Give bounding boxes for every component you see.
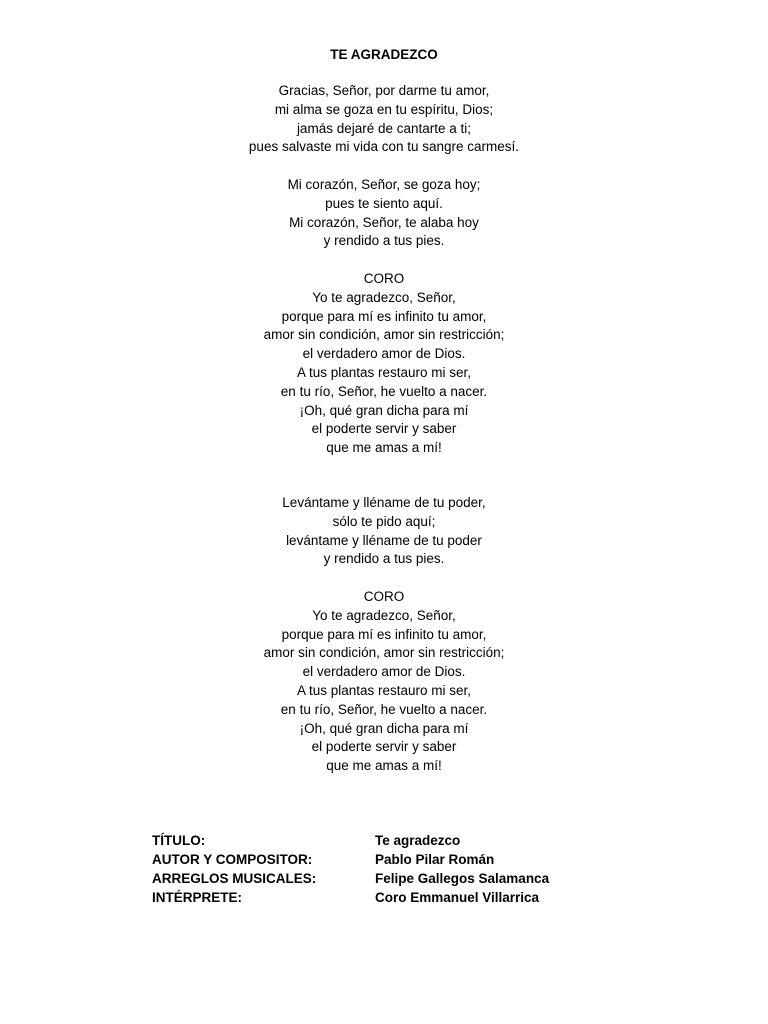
- song-title: TE AGRADEZCO: [330, 47, 438, 62]
- credits-table: [152, 831, 549, 907]
- lyric-line: mi alma se goza en tu espíritu, Dios;: [274, 101, 494, 117]
- chorus-heading: CORO: [363, 589, 405, 604]
- lyric-line: Mi corazón, Señor, te alaba hoy: [289, 214, 479, 230]
- lyric-line: que me amas a mí!: [326, 758, 442, 774]
- credit-label: INTÉRPRETE:: [152, 890, 243, 905]
- lyric-line: jamás dejaré de cantarte a ti;: [296, 120, 472, 136]
- lyric-line: Mi corazón, Señor, se goza hoy;: [287, 177, 481, 192]
- lyric-line: el verdadero amor de Dios.: [302, 346, 466, 362]
- stanza-2: [0, 176, 768, 251]
- lyric-line: amor sin condición, amor sin restricción;: [263, 327, 505, 343]
- lyric-line: porque para mí es infinito tu amor,: [281, 308, 487, 324]
- lyric-line: y rendido a tus pies.: [323, 551, 445, 567]
- chorus-2: [0, 588, 768, 776]
- lyric-line: el poderte servir y saber: [311, 739, 457, 755]
- credit-value: Te agradezco: [375, 833, 461, 848]
- lyric-line: Yo te agradezco, Señor,: [312, 289, 456, 305]
- credit-row-title: [152, 831, 549, 850]
- lyric-line: Gracias, Señor, por darme tu amor,: [278, 83, 490, 98]
- lyric-line: levántame y lléname de tu poder: [286, 532, 482, 548]
- lyric-line: Levántame y lléname de tu poder,: [282, 495, 486, 510]
- lyric-line: y rendido a tus pies.: [323, 233, 445, 249]
- lyric-line: pues te siento aquí.: [325, 195, 443, 211]
- credit-label: ARREGLOS MUSICALES:: [152, 871, 317, 886]
- lyric-line: A tus plantas restauro mi ser,: [296, 682, 472, 698]
- credit-row-author: [152, 850, 549, 869]
- lyric-line: sólo te pido aquí;: [332, 513, 436, 529]
- credit-value: Coro Emmanuel Villarrica: [375, 890, 540, 905]
- lyric-line: el verdadero amor de Dios.: [302, 664, 466, 680]
- lyric-line: el poderte servir y saber: [311, 421, 457, 437]
- stanza-1: [0, 82, 768, 157]
- lyric-line: ¡Oh, qué gran dicha para mí: [299, 720, 469, 736]
- lyric-line: amor sin condición, amor sin restricción;: [263, 645, 505, 661]
- chorus-1: [0, 270, 768, 458]
- stanza-3: [0, 494, 768, 569]
- credit-row-arrangements: [152, 869, 549, 888]
- lyric-line: pues salvaste mi vida con tu sangre carmesí.: [248, 139, 520, 155]
- credit-value: Pablo Pilar Román: [375, 852, 495, 867]
- credit-label: TÍTULO:: [152, 833, 206, 848]
- credit-value: Felipe Gallegos Salamanca: [375, 871, 550, 886]
- lyric-line: ¡Oh, qué gran dicha para mí: [299, 402, 469, 418]
- chorus-heading: CORO: [363, 271, 405, 286]
- lyric-line: porque para mí es infinito tu amor,: [281, 626, 487, 642]
- credit-label: AUTOR Y COMPOSITOR:: [152, 852, 313, 867]
- credit-row-performer: [152, 888, 549, 907]
- lyric-line: A tus plantas restauro mi ser,: [296, 364, 472, 380]
- lyric-line: en tu río, Señor, he vuelto a nacer.: [280, 701, 488, 717]
- lyric-line: Yo te agradezco, Señor,: [312, 607, 456, 623]
- lyric-line: que me amas a mí!: [326, 440, 442, 456]
- lyric-line: en tu río, Señor, he vuelto a nacer.: [280, 383, 488, 399]
